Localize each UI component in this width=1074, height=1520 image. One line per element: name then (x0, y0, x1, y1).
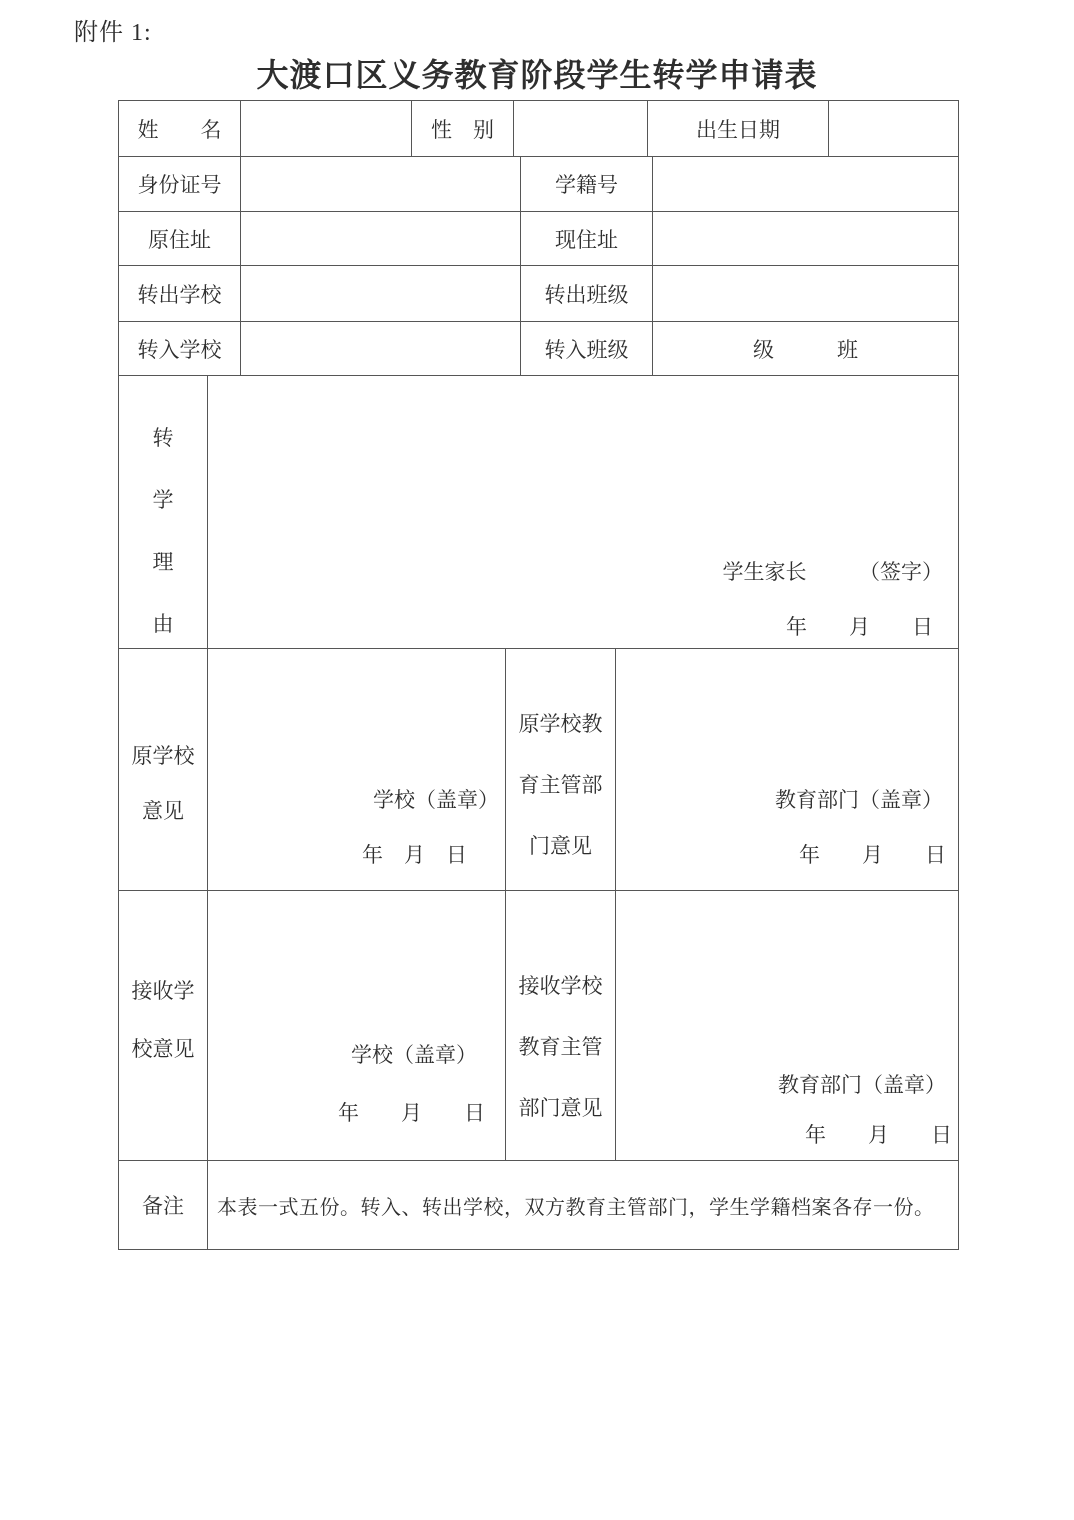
receiving-dept-stamp-cell (616, 891, 959, 1161)
id-number-label: 身份证号 (119, 157, 241, 212)
reason-date-line: 年 月 日 (786, 615, 933, 639)
school-date-line: 年 月 日 (338, 1101, 485, 1125)
from-class-label: 转出班级 (521, 266, 653, 322)
table-row-basic-3 (119, 212, 959, 266)
receiving-school-dept-opinion-label (506, 891, 616, 1161)
label-char: 学 (152, 488, 174, 512)
original-school-opinion-label (119, 649, 208, 891)
table-row-basic-4 (119, 266, 959, 322)
table-row-basic-5 (119, 322, 959, 376)
to-school-label: 转入学校 (119, 322, 241, 376)
dept-date-line: 年 月 日 (799, 843, 946, 867)
birthdate-value-cell (829, 101, 959, 157)
id-number-value-cell (241, 157, 521, 212)
label-line: 门意见 (529, 834, 592, 858)
original-dept-stamp-cell (616, 649, 959, 891)
from-class-value-cell (653, 266, 959, 322)
current-address-value-cell (653, 212, 959, 266)
label-line: 教育主管 (518, 1035, 603, 1059)
original-address-label: 原住址 (119, 212, 241, 266)
table-row-transfer-reason (119, 376, 959, 649)
label-line: 意见 (142, 799, 184, 823)
school-date-line: 年 月 日 (362, 843, 467, 867)
table-row-basic-2 (119, 157, 959, 212)
label-line: 育主管部 (518, 773, 603, 797)
original-school-dept-opinion-label (506, 649, 616, 891)
parent-signature-line: 学生家长 （签字） (722, 560, 943, 584)
dept-seal-line: 教育部门（盖章） (778, 1073, 946, 1097)
birthdate-label: 出生日期 (648, 101, 829, 157)
from-school-value-cell (241, 266, 521, 322)
to-school-value-cell (241, 322, 521, 376)
remarks-label: 备注 (119, 1161, 208, 1250)
page-title: 大渡口区义务教育阶段学生转学申请表 (256, 57, 818, 93)
label-line: 校意见 (131, 1037, 195, 1061)
school-seal-line: 学校（盖章） (373, 788, 499, 812)
label-char: 由 (152, 612, 174, 636)
name-label: 姓 名 (119, 101, 241, 157)
table-row-receiving-school-opinion (119, 891, 959, 1161)
to-class-label: 转入班级 (521, 322, 653, 376)
label-line: 接收学校 (518, 974, 603, 998)
dept-date-line: 年 月 日 (805, 1123, 952, 1147)
dept-seal-line: 教育部门（盖章） (775, 788, 943, 812)
label-line: 原学校教 (518, 712, 603, 736)
from-school-label: 转出学校 (119, 266, 241, 322)
label-line: 接收学 (131, 979, 195, 1003)
label-char: 理 (152, 550, 174, 574)
transfer-reason-label (119, 376, 208, 649)
name-value-cell (241, 101, 412, 157)
label-char: 转 (152, 426, 174, 450)
student-number-label: 学籍号 (521, 157, 653, 212)
table-row-original-school-opinion (119, 649, 959, 891)
to-class-value-cell: 级 班 (653, 322, 959, 376)
original-school-stamp-cell (208, 649, 506, 891)
receiving-school-opinion-label (119, 891, 208, 1161)
school-seal-line: 学校（盖章） (351, 1043, 477, 1067)
original-address-value-cell (241, 212, 521, 266)
current-address-label: 现住址 (521, 212, 653, 266)
gender-value-cell (514, 101, 648, 157)
label-line: 原学校 (131, 744, 195, 768)
table-row-remarks (119, 1161, 959, 1250)
attachment-label: 附件 1: (74, 20, 152, 46)
transfer-reason-content-cell (208, 376, 959, 649)
table-row-basic-1 (119, 101, 959, 157)
student-number-value-cell (653, 157, 959, 212)
label-line: 部门意见 (518, 1096, 603, 1120)
gender-label: 性 别 (412, 101, 514, 157)
remarks-content: 本表一式五份。转入、转出学校，双方教育主管部门，学生学籍档案各存一份。 (208, 1161, 959, 1250)
receiving-school-stamp-cell (208, 891, 506, 1161)
transfer-form-table (118, 100, 959, 1250)
